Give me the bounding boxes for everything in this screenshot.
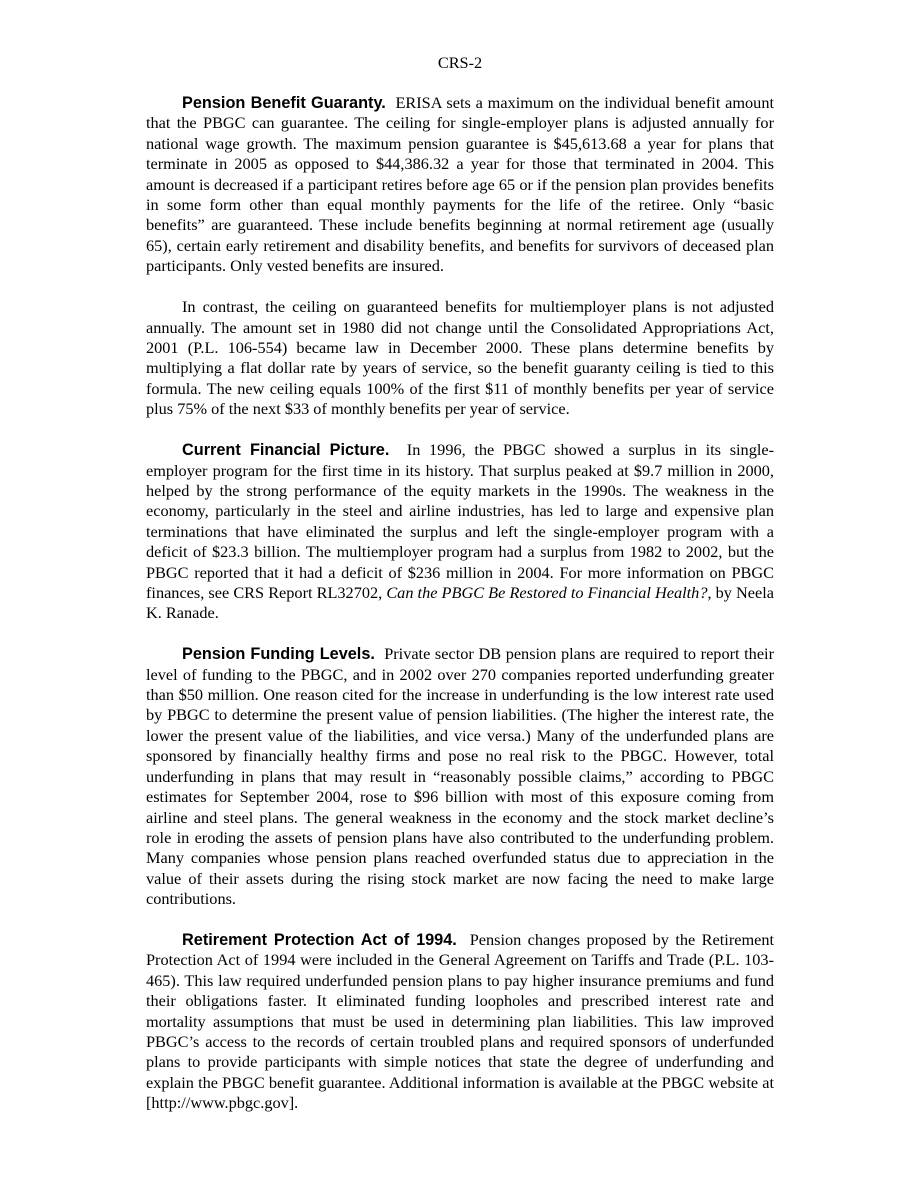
paragraph-pension-benefit-guaranty [146,93,774,277]
section-heading: Pension Funding Levels. [182,645,375,664]
document-page [146,53,774,1134]
section-heading: Current Financial Picture. [182,441,390,460]
paragraph-text: In 1996, the PBGC showed a surplus in its single-employer program for the first time in its history. That surplus peaked at $9.7 million in 2000, helped by the strong performance of the equity markets in the 1990s. The weakness in the economy, particularly in the steel and airline industries, has led to large and expensive plan terminations that have eliminated the surplus and left the single-employer program with a deficit of $23.3 billion. The multiemployer program had a surplus from 1982 to 2002, but the PBGC reported that it had a deficit of $236 million in 2004. For more information on PBGC finances, see CRS Report RL32702, [146,440,775,602]
paragraph-retirement-protection-act [146,930,774,1114]
report-title: Can the PBGC Be Restored to Financial Health? [386,582,708,602]
section-heading: Retirement Protection Act of 1994. [182,931,457,950]
paragraph-text: In contrast, the ceiling on guaranteed benefits for multiemployer plans is not adjusted annually. The amount set in 1980 did not change until the Consolidated Appropriations Act, 2001 (P.L. 106-554) became law in December 2000. These plans determine benefits by multiplying a flat dollar rate by years of service, so the benefit guaranty ceiling is tied to this formula. The new ceiling equals 100% of the first $11 of monthly benefits per year of service plus 75% of the next $33 of monthly benefits per year of service. [146,297,774,419]
paragraph-text: Pension changes proposed by the Retirement Protection Act of 1994 were included in the General Agreement on Tariffs and Trade (P.L. 103-465). This law required underfunded pension plans to pay higher insurance premiums and fund their obligations faster. It eliminated funding loopholes and prescribed interest rate and mortality assumptions that must be used in determining plan liabilities. This law improved PBGC’s access to the records of certain troubled plans and required sponsors of underfunded plans to provide participants with simple notices that state the degree of underfunding and explain the PBGC benefit guarantee. Additional information is available at the PBGC website at [http://www.pbgc.gov]. [146,930,775,1113]
page-header: CRS-2 [437,53,483,72]
paragraph-multiemployer-ceiling [146,297,774,419]
paragraph-text: ERISA sets a maximum on the individual benefit amount that the PBGC can guarantee. The ceiling for single-employer plans is adjusted annually for national wage growth. The maximum pension guarantee is $45,613.68 a year for plans that terminate in 2005 as opposed to $44,386.32 a year for those that terminated in 2004. This amount is decreased if a participant retires before age 65 or if the pension plan provides benefits in some form other than equal monthly payments for the life of the retiree. Only “basic benefits” are guaranteed. These include benefits beginning at normal retirement age (usually 65), certain early retirement and disability benefits, and benefits for survivors of deceased plan participants. Only vested benefits are insured. [146,93,774,276]
paragraph-text-after: , by Neela K. Ranade. [146,582,774,623]
section-heading: Pension Benefit Guaranty. [182,94,386,112]
paragraph-current-financial-picture [146,440,774,624]
paragraph-text: Private sector DB pension plans are required to report their level of funding to the PBGC, and in 2002 over 270 companies reported underfunding greater than $50 million. One reason cited for the increase in underfunding is the low interest rate used by PBGC to determine the present value of pension liabilities. (The higher the interest rate, the lower the present value of the liabilities, and vice versa.) Many of the underfunded plans are sponsored by financially healthy firms and pose no real risk to the PBGC. However, total underfunding in plans that may result in “reasonably possible claims,” according to PBGC estimates for September 2004, rose to $96 billion with most of this exposure coming from airline and steel plans. The general weakness in the economy and the stock market decline’s role in eroding the assets of pension plans have also contributed to the underfunding problem. Many companies whose pension plans reached overfunded status due to appreciation in the value of their assets during the rising stock market are now facing the need to make large contributions. [146,644,774,909]
paragraph-pension-funding-levels [146,644,774,909]
